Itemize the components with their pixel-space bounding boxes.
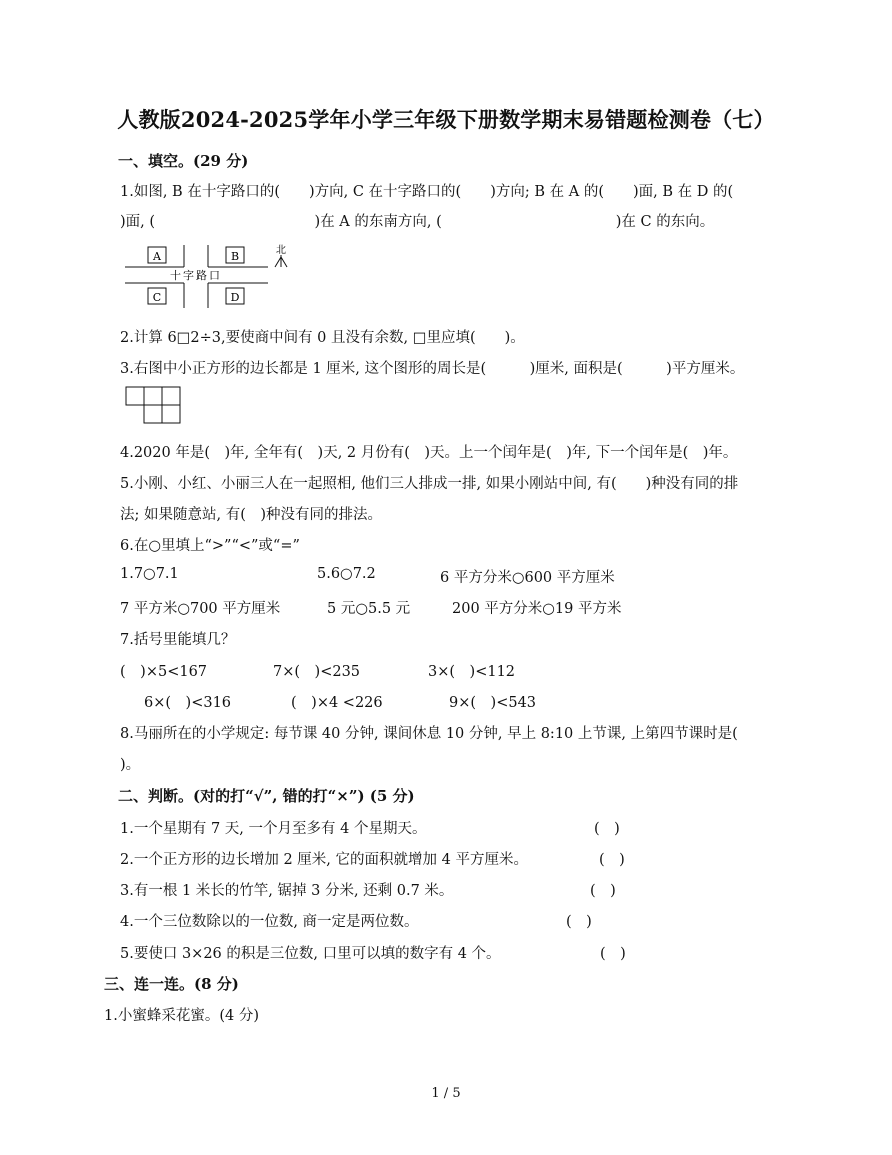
q2: 2.计算 6□2÷3,要使商中间有 0 且没有余数, □里应填( )。 bbox=[120, 330, 525, 346]
q1-line1: 1.如图, B 在十字路口的( )方向, C 在十字路口的( )方向; B 在 A 的( )面, B 在 D 的( bbox=[120, 184, 734, 200]
q7-item: 7×( )<235 bbox=[273, 664, 361, 680]
squares-figure bbox=[125, 386, 181, 424]
label-d: D bbox=[230, 291, 240, 304]
judge-item: 1.一个星期有 7 天, 一个月至多有 4 个星期天。 bbox=[120, 821, 427, 837]
judge-item: 3.有一根 1 米长的竹竿, 锯掉 3 分米, 还剩 0.7 米。 bbox=[120, 883, 454, 899]
q8-line1: 8.马丽所在的小学规定: 每节课 40 分钟, 课间休息 10 分钟, 早上 8:10 上节课, 上第四节课时是( bbox=[120, 726, 738, 742]
q5-line2: 法; 如果随意站, 有( )种没有同的排法。 bbox=[120, 507, 383, 523]
label-c: C bbox=[152, 291, 162, 304]
q7-item: ( )×4 <226 bbox=[291, 695, 383, 711]
q1-line2: )面, ( )在 A 的东南方向, ( )在 C 的东向。 bbox=[120, 214, 715, 230]
q6-item: 5 元○5.5 元 bbox=[327, 601, 411, 617]
q6-item: 1.7○7.1 bbox=[120, 566, 179, 582]
section1-heading: 一、填空。(29 分) bbox=[118, 152, 249, 170]
page-number: 1 / 5 bbox=[431, 1086, 461, 1101]
q7-item: ( )×5<167 bbox=[120, 664, 208, 680]
judge-paren: ( ) bbox=[566, 914, 592, 930]
label-a: A bbox=[153, 250, 161, 263]
judge-paren: ( ) bbox=[590, 883, 616, 899]
q3: 3.右图中小正方形的边长都是 1 厘米, 这个图形的周长是( )厘米, 面积是( )平方厘米。 bbox=[120, 361, 745, 377]
crossroad-label: 十字路口 bbox=[170, 269, 222, 282]
q6: 6.在○里填上“>”“<”或“=” bbox=[120, 538, 300, 554]
judge-item: 4.一个三位数除以的一位数, 商一定是两位数。 bbox=[120, 914, 419, 930]
q7-item: 6×( )<316 bbox=[144, 695, 232, 711]
q7-item: 9×( )<543 bbox=[449, 695, 537, 711]
judge-paren: ( ) bbox=[600, 946, 626, 962]
north-label: 北 bbox=[276, 245, 286, 256]
q6-item: 200 平方分米○19 平方米 bbox=[452, 601, 622, 617]
section3-q1: 1.小蜜蜂采花蜜。(4 分) bbox=[104, 1008, 259, 1024]
q5-line1: 5.小刚、小红、小丽三人在一起照相, 他们三人排成一排, 如果小刚站中间, 有( )种没有同的排 bbox=[120, 476, 739, 492]
judge-item: 5.要使口 3×26 的积是三位数, 口里可以填的数字有 4 个。 bbox=[120, 946, 501, 962]
q7-item: 3×( )<112 bbox=[428, 664, 516, 680]
label-b: B bbox=[230, 250, 240, 263]
section3-heading: 三、连一连。(8 分) bbox=[104, 975, 239, 993]
section2-heading: 二、判断。(对的打“√”, 错的打“×”) (5 分) bbox=[118, 787, 415, 805]
q4: 4.2020 年是( )年, 全年有( )天, 2 月份有( )天。上一个闰年是( )年, 下一个闰年是( )年。 bbox=[120, 445, 738, 461]
page-title: 人教版2024-2025学年小学三年级下册数学期末易错题检测卷（七） bbox=[117, 107, 775, 132]
crossroad-figure bbox=[118, 240, 298, 310]
q7: 7.括号里能填几？ bbox=[120, 632, 236, 648]
judge-item: 2.一个正方形的边长增加 2 厘米, 它的面积就增加 4 平方厘米。 bbox=[120, 852, 528, 868]
q6-item: 5.6○7.2 bbox=[317, 566, 376, 582]
judge-paren: ( ) bbox=[594, 821, 620, 837]
q6-item: 6 平方分米○600 平方厘米 bbox=[440, 570, 615, 586]
q6-item: 7 平方米○700 平方厘米 bbox=[120, 601, 281, 617]
q8-line2: )。 bbox=[120, 757, 141, 773]
judge-paren: ( ) bbox=[599, 852, 625, 868]
